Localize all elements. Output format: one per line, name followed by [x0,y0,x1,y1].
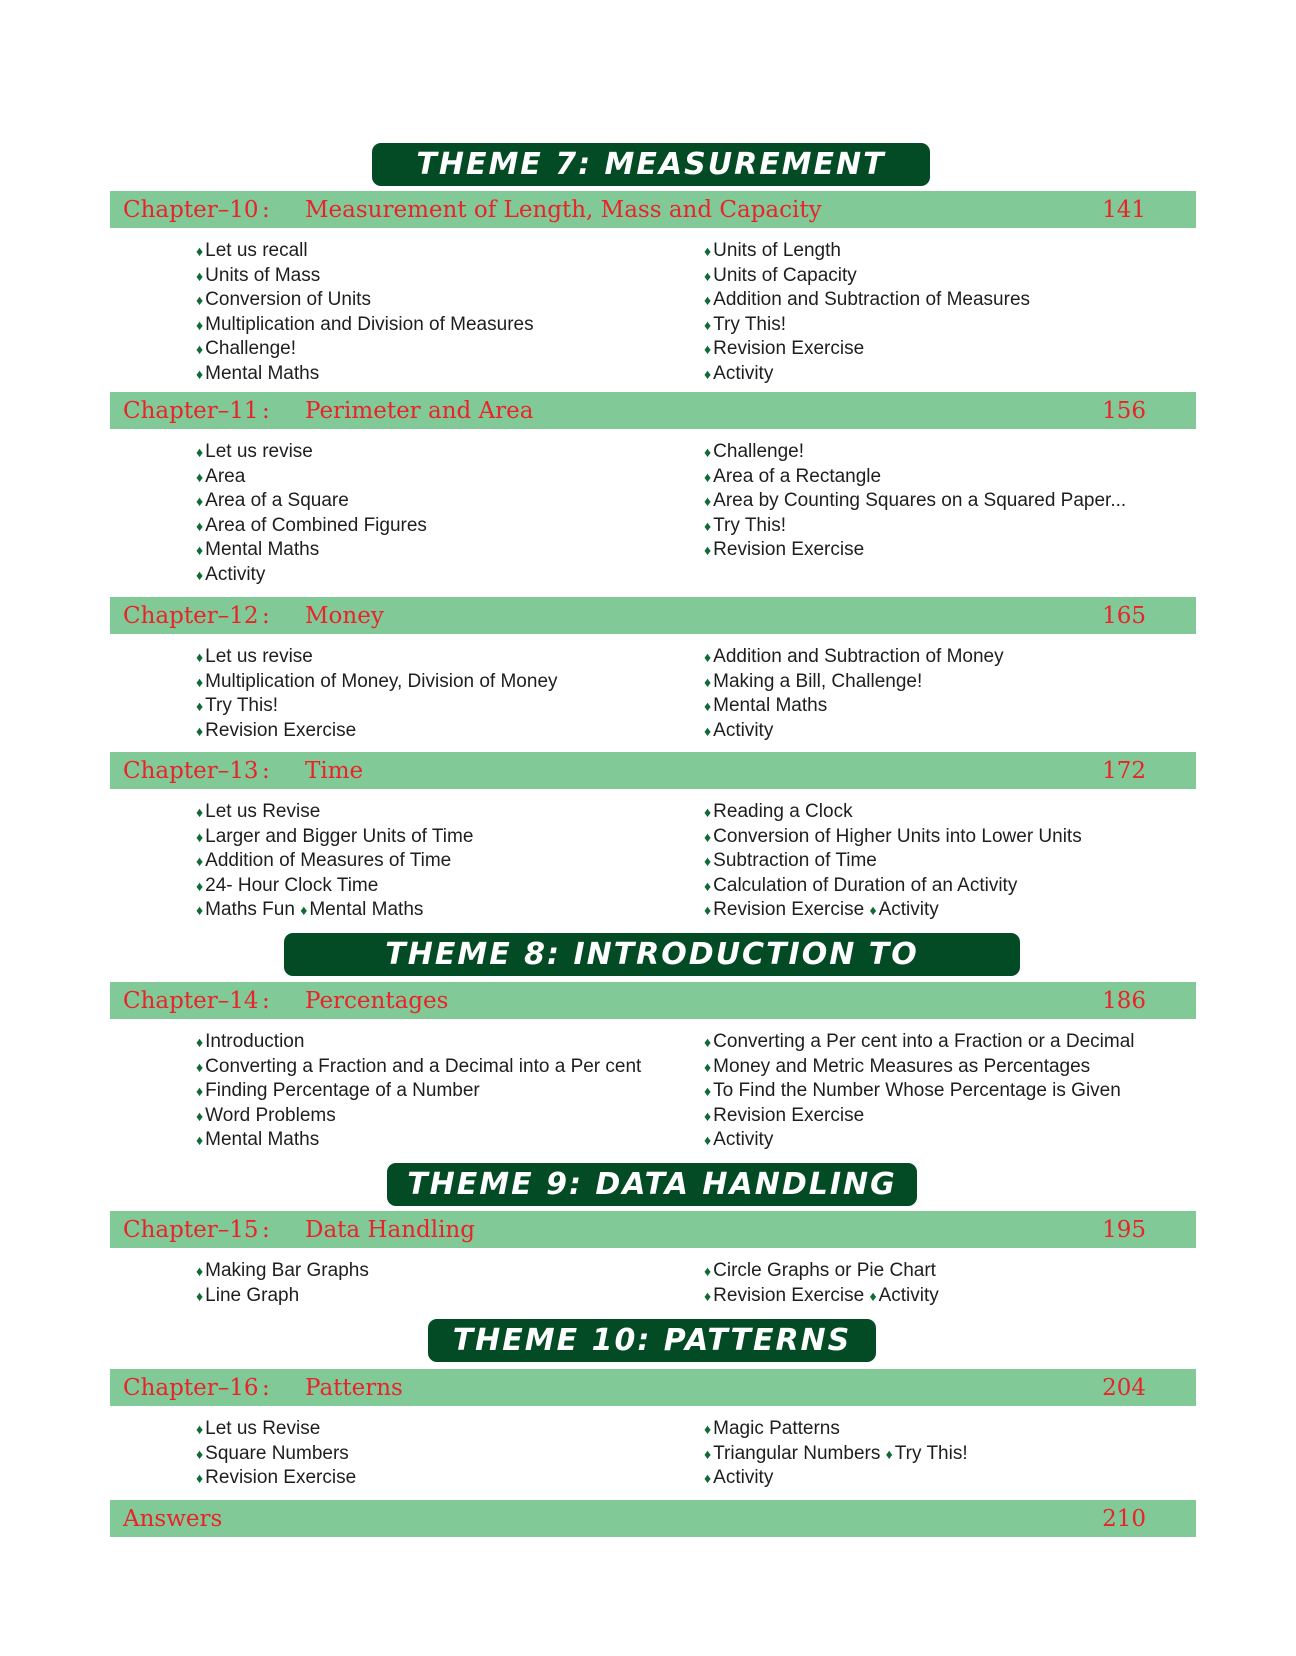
topic-item[interactable]: ♦ Revision Exercise [704,338,865,360]
chapter-page-number: 172 [1102,757,1146,784]
topic-item[interactable]: ♦ Revision Exercise ♦ Activity [704,1284,939,1306]
topics-right-column [704,1030,1135,1153]
chapter-colon: : [262,987,270,1014]
diamond-bullet-icon: ♦ [704,292,712,309]
chapter-page-number: 156 [1102,397,1146,424]
chapter-14-header[interactable] [110,982,1196,1019]
diamond-bullet-icon: ♦ [704,1058,712,1075]
chapter-colon: : [262,397,270,424]
diamond-bullet-icon: ♦ [704,493,712,510]
theme-10-banner [428,1319,876,1362]
diamond-bullet-icon: ♦ [196,1107,204,1124]
answers-label: Answers [123,1505,223,1532]
theme-8-label: THEME 8: INTRODUCTION TO [385,937,919,972]
diamond-bullet-icon: ♦ [704,517,712,534]
diamond-bullet-icon: ♦ [196,1132,204,1149]
diamond-bullet-icon: ♦ [196,341,204,358]
theme-10-label: THEME 10: PATTERNS [452,1323,852,1358]
topic-item[interactable]: ♦ Let us Revise [196,801,321,822]
chapter-page-number: 141 [1102,196,1146,223]
chapter-number: Chapter–13 [123,757,259,784]
topic-item[interactable]: ♦ Mental Maths [196,362,320,384]
topic-item[interactable]: ♦ Activity [704,719,774,741]
topic-item[interactable]: ♦ Line Graph [196,1284,300,1306]
topic-item[interactable]: ♦ Calculation of Duration of an Activity [704,874,1018,896]
topic-item[interactable]: ♦ Units of Length [704,240,841,261]
chapter-title: Measurement of Length, Mass and Capacity [305,196,822,223]
topics-right-column [704,800,1082,923]
topic-item[interactable]: ♦ Introduction [196,1031,305,1052]
diamond-bullet-icon: ♦ [704,468,712,485]
topics-right-column [704,645,1004,743]
chapter-title: Patterns [305,1374,403,1401]
topic-item[interactable]: ♦ Revision Exercise ♦ Activity [704,899,939,921]
diamond-bullet-icon: ♦ [704,1470,712,1487]
topics-right-column [704,440,1126,563]
chapter-15-header[interactable] [110,1211,1196,1248]
topic-item[interactable]: ♦ Converting a Fraction and a Decimal into a Per cent [196,1055,642,1077]
topics-left-column [196,645,558,743]
diamond-bullet-icon: ♦ [196,292,204,309]
diamond-bullet-icon: ♦ [196,444,204,460]
topic-item[interactable]: ♦ Money and Metric Measures as Percentages [704,1055,1091,1077]
topic-item[interactable]: ♦ Units of Mass [196,264,321,286]
diamond-bullet-icon: ♦ [704,828,712,845]
theme-7-banner [372,143,930,186]
diamond-bullet-icon: ♦ [704,1445,712,1462]
diamond-bullet-icon: ♦ [196,1058,204,1075]
diamond-bullet-icon: ♦ [704,877,712,894]
diamond-bullet-icon: ♦ [196,468,204,485]
diamond-bullet-icon: ♦ [704,341,712,358]
topic-item[interactable]: ♦ Revision Exercise [196,1467,357,1489]
topic-item[interactable]: ♦ Reading a Clock [704,801,853,822]
chapter-colon: : [262,196,270,223]
topic-item[interactable]: ♦ Area of a Square [196,490,349,512]
topic-item[interactable]: ♦ Mental Maths [196,539,320,561]
topic-item[interactable]: ♦ Making a Bill, Challenge! [704,670,923,692]
topic-item[interactable]: ♦ Try This! [704,313,786,335]
chapter-page-number: 195 [1102,1216,1146,1243]
topic-item[interactable]: ♦ Square Numbers [196,1442,349,1464]
diamond-bullet-icon: ♦ [196,316,204,333]
topic-item[interactable]: ♦ Multiplication of Money, Division of Money [196,670,558,692]
diamond-bullet-icon: ♦ [196,243,204,259]
diamond-bullet-icon: ♦ [704,1083,712,1100]
chapter-title: Perimeter and Area [305,397,534,424]
chapter-16-header[interactable] [110,1369,1196,1406]
diamond-bullet-icon: ♦ [196,566,204,583]
topic-item[interactable]: ♦ Subtraction of Time [704,850,877,872]
diamond-bullet-icon: ♦ [704,316,712,333]
chapter-13-header[interactable] [110,752,1196,789]
topic-item[interactable]: ♦ Area by Counting Squares on a Squared Paper... [704,490,1127,512]
chapter-number: Chapter–10 [123,196,259,223]
topic-item[interactable]: ♦ Finding Percentage of a Number [196,1080,480,1102]
topics-left-column [196,1030,641,1153]
chapter-title: Money [305,602,384,629]
diamond-bullet-icon: ♦ [885,1445,893,1462]
topics-left-column [196,239,534,387]
chapter-colon: : [262,1216,270,1243]
topic-item[interactable]: ♦ Circle Graphs or Pie Chart [704,1260,936,1281]
topic-item[interactable]: ♦ Addition and Subtraction of Measures [704,289,1031,311]
chapter-title: Percentages [305,987,449,1014]
chapter-number: Chapter–11 [123,397,259,424]
diamond-bullet-icon: ♦ [704,902,712,919]
topic-item[interactable]: ♦ Activity [704,362,774,384]
topic-item[interactable]: ♦ Revision Exercise [196,719,357,741]
diamond-bullet-icon: ♦ [196,1287,204,1304]
chapter-page-number: 186 [1102,987,1146,1014]
topics-right-column [704,1259,939,1308]
topic-item[interactable]: ♦ Area of Combined Figures [196,514,427,536]
diamond-bullet-icon: ♦ [196,673,204,690]
diamond-bullet-icon: ♦ [704,853,712,870]
topic-item[interactable]: ♦ Area [196,465,246,487]
topic-item[interactable]: ♦ Maths Fun ♦ Mental Maths [196,899,424,921]
chapter-page-number: 204 [1102,1374,1146,1401]
diamond-bullet-icon: ♦ [704,804,712,820]
chapter-number: Chapter–12 [123,602,259,629]
diamond-bullet-icon: ♦ [196,1445,204,1462]
topic-item[interactable]: ♦ Converting a Per cent into a Fraction or a Decimal [704,1031,1135,1052]
chapter-colon: : [262,602,270,629]
diamond-bullet-icon: ♦ [704,698,712,715]
chapter-number: Chapter–15 [123,1216,259,1243]
diamond-bullet-icon: ♦ [704,1034,712,1050]
diamond-bullet-icon: ♦ [196,517,204,534]
topic-item[interactable]: ♦ Conversion of Units [196,289,371,311]
topics-left-column [196,800,473,923]
diamond-bullet-icon: ♦ [704,542,712,559]
answers-header[interactable] [110,1500,1196,1537]
topic-item[interactable]: ♦ Multiplication and Division of Measures [196,313,534,335]
topic-item[interactable]: ♦ Magic Patterns [704,1418,840,1439]
chapter-colon: : [262,757,270,784]
chapter-colon: : [262,1374,270,1401]
diamond-bullet-icon: ♦ [869,1287,877,1304]
diamond-bullet-icon: ♦ [196,1083,204,1100]
diamond-bullet-icon: ♦ [704,1421,712,1437]
topics-right-column [704,1417,968,1491]
diamond-bullet-icon: ♦ [704,444,712,460]
chapter-page-number: 165 [1102,602,1146,629]
topic-item[interactable]: ♦ Area of a Rectangle [704,465,882,487]
diamond-bullet-icon: ♦ [196,722,204,739]
topic-item[interactable]: ♦ Activity [704,1467,774,1489]
diamond-bullet-icon: ♦ [704,673,712,690]
theme-9-banner [387,1163,917,1206]
chapter-title: Time [305,757,364,784]
diamond-bullet-icon: ♦ [704,722,712,739]
diamond-bullet-icon: ♦ [196,902,204,919]
diamond-bullet-icon: ♦ [704,1263,712,1279]
topic-item[interactable]: ♦ To Find the Number Whose Percentage is Given [704,1080,1121,1102]
topics-left-column [196,1259,369,1308]
theme-8-banner [284,933,1020,976]
diamond-bullet-icon: ♦ [196,853,204,870]
topic-item[interactable]: ♦ Activity [196,563,266,585]
topic-item[interactable]: ♦ Conversion of Higher Units into Lower Units [704,825,1082,847]
diamond-bullet-icon: ♦ [196,698,204,715]
chapter-title: Data Handling [305,1216,475,1243]
diamond-bullet-icon: ♦ [196,804,204,820]
diamond-bullet-icon: ♦ [196,1470,204,1487]
topic-item[interactable]: ♦ Addition and Subtraction of Money [704,646,1004,667]
diamond-bullet-icon: ♦ [196,649,204,665]
topic-item[interactable]: ♦ Let us Revise [196,1418,321,1439]
diamond-bullet-icon: ♦ [704,243,712,259]
chapter-number: Chapter–16 [123,1374,259,1401]
topic-item[interactable]: ♦ Try This! [704,514,786,536]
theme-7-label: THEME 7: MEASUREMENT [416,147,886,182]
topics-right-column [704,239,1030,387]
diamond-bullet-icon: ♦ [704,267,712,284]
topic-item[interactable]: ♦ Larger and Bigger Units of Time [196,825,474,847]
topics-left-column [196,440,427,588]
diamond-bullet-icon: ♦ [196,1034,204,1050]
diamond-bullet-icon: ♦ [196,267,204,284]
topic-item[interactable]: ♦ Let us revise [196,441,313,462]
diamond-bullet-icon: ♦ [704,1287,712,1304]
topic-item[interactable]: ♦ Units of Capacity [704,264,857,286]
diamond-bullet-icon: ♦ [869,902,877,919]
diamond-bullet-icon: ♦ [704,649,712,665]
diamond-bullet-icon: ♦ [196,828,204,845]
topic-item[interactable]: ♦ Revision Exercise [704,539,865,561]
diamond-bullet-icon: ♦ [196,1421,204,1437]
chapter-11-header[interactable] [110,392,1196,429]
diamond-bullet-icon: ♦ [196,365,204,382]
diamond-bullet-icon: ♦ [196,877,204,894]
theme-9-label: THEME 9: DATA HANDLING [407,1167,897,1202]
chapter-12-header[interactable] [110,597,1196,634]
diamond-bullet-icon: ♦ [300,902,308,919]
topic-item[interactable]: ♦ Challenge! [704,441,804,462]
topic-item[interactable]: ♦ 24- Hour Clock Time [196,874,379,896]
diamond-bullet-icon: ♦ [196,493,204,510]
topic-item[interactable]: ♦ Triangular Numbers ♦ Try This! [704,1442,968,1464]
chapter-10-header[interactable] [110,191,1196,228]
topic-item[interactable]: ♦ Word Problems [196,1104,336,1126]
topic-item[interactable]: ♦ Let us revise [196,646,313,667]
diamond-bullet-icon: ♦ [704,365,712,382]
topic-item[interactable]: ♦ Mental Maths [196,1129,320,1151]
topic-item[interactable]: ♦ Mental Maths [704,695,828,717]
answers-page-number: 210 [1102,1505,1146,1532]
topic-item[interactable]: ♦ Try This! [196,695,278,717]
topic-item[interactable]: ♦ Activity [704,1129,774,1151]
topic-item[interactable]: ♦ Making Bar Graphs [196,1260,369,1281]
diamond-bullet-icon: ♦ [704,1132,712,1149]
topic-item[interactable]: ♦ Let us recall [196,240,308,261]
diamond-bullet-icon: ♦ [704,1107,712,1124]
topics-left-column [196,1417,356,1491]
chapter-number: Chapter–14 [123,987,259,1014]
topic-item[interactable]: ♦ Revision Exercise [704,1104,865,1126]
topic-item[interactable]: ♦ Challenge! [196,338,296,360]
topic-item[interactable]: ♦ Addition of Measures of Time [196,850,452,872]
diamond-bullet-icon: ♦ [196,1263,204,1279]
diamond-bullet-icon: ♦ [196,542,204,559]
